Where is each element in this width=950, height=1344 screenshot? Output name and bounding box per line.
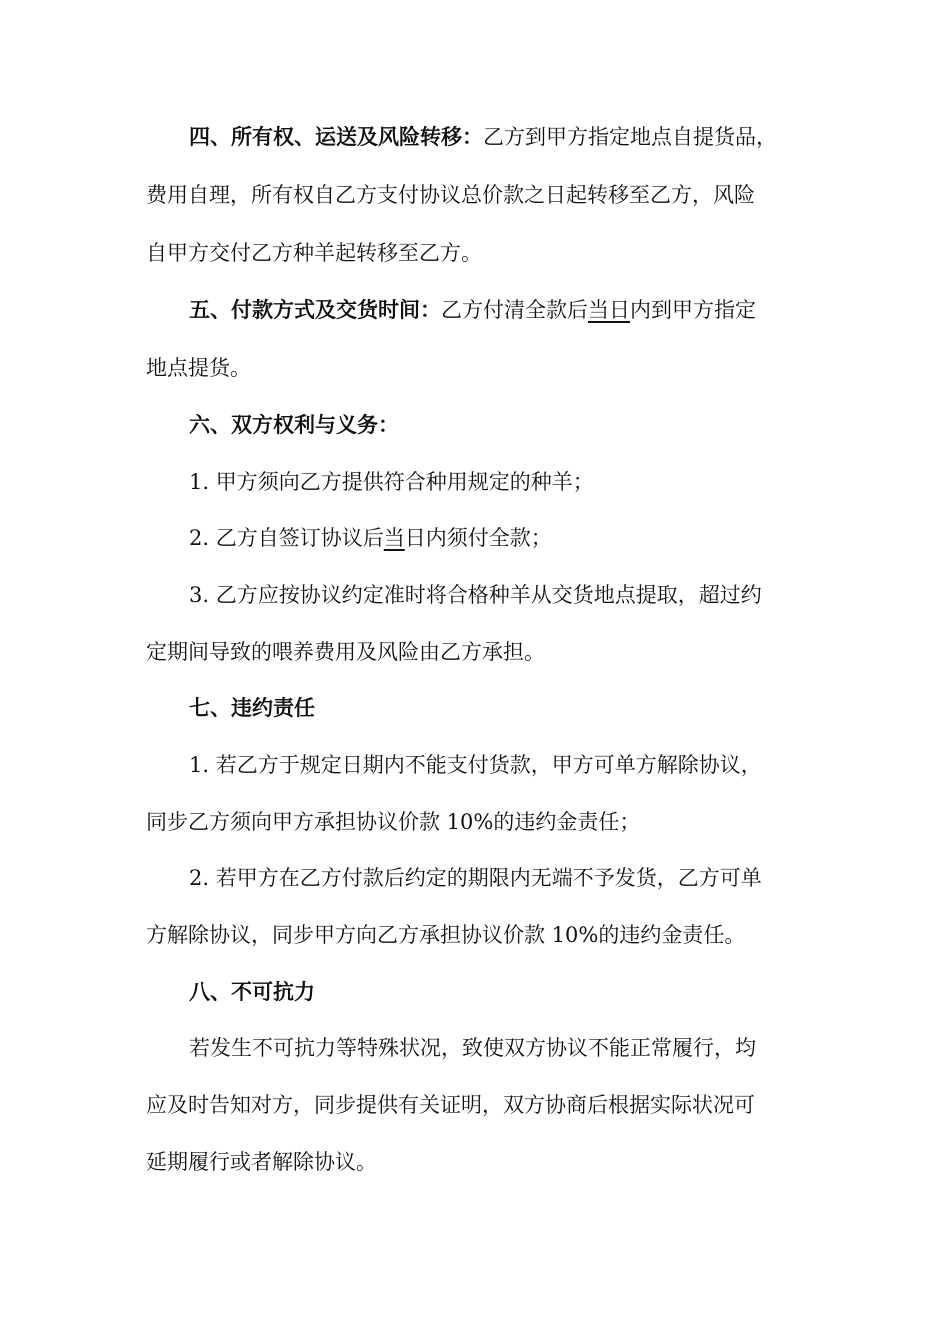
section-6-item-2-text-a: 2. 乙方自签订协议后 xyxy=(189,526,384,550)
section-4-text: 乙方到甲方指定地点自提货品， xyxy=(483,125,777,149)
section-6-heading: 六、双方权利与义务： xyxy=(189,412,399,437)
section-7-item-1-line-1: 1. 若乙方于规定日期内不能支付货款，甲方可单方解除协议， xyxy=(189,753,762,777)
section-4-line-2: 费用自理，所有权自乙方支付协议总价款之日起转移至乙方，风险 xyxy=(146,183,755,207)
section-6-item-2 xyxy=(189,518,829,558)
section-4-heading: 四、所有权、运送及风险转移： xyxy=(189,124,483,149)
section-8-line-1: 若发生不可抗力等特殊状况，致使双方协议不能正常履行，均 xyxy=(189,1036,756,1060)
section-5-underlined-text: 当日 xyxy=(588,298,630,322)
section-7-item-1-line-2: 同步乙方须向甲方承担协议价款 10%的违约金责任； xyxy=(146,810,641,834)
section-6-item-2-text-b: 日内须付全款； xyxy=(404,526,552,550)
section-6-item-1: 1. 甲方须向乙方提供符合种用规定的种羊； xyxy=(189,470,594,494)
section-4-first-line xyxy=(189,117,829,157)
section-6-item-3-line-2: 定期间导致的喂养费用及风险由乙方承担。 xyxy=(146,640,545,664)
section-5-text-b: 内到甲方指定 xyxy=(630,298,756,322)
section-5-first-line xyxy=(189,290,829,330)
section-5-text-a: 乙方付清全款后 xyxy=(441,298,588,322)
section-6-item-2-underlined-text: 当 xyxy=(383,526,405,550)
section-8-line-2: 应及时告知对方，同步提供有关证明，双方协商后根据实际状况可 xyxy=(146,1093,755,1117)
section-7-heading: 七、违约责任 xyxy=(189,695,315,720)
section-8-line-3: 延期履行或者解除协议。 xyxy=(146,1150,377,1174)
section-5-line-2: 地点提货。 xyxy=(146,356,251,380)
section-5-heading: 五、付款方式及交货时间： xyxy=(189,297,441,322)
section-4-line-3: 自甲方交付乙方种羊起转移至乙方。 xyxy=(146,241,482,265)
section-8-heading: 八、不可抗力 xyxy=(189,979,315,1004)
section-7-item-2-line-1: 2. 若甲方在乙方付款后约定的期限内无端不予发货，乙方可单 xyxy=(189,866,762,890)
section-7-item-2-line-2: 方解除协议，同步甲方向乙方承担协议价款 10%的违约金责任。 xyxy=(146,923,746,947)
section-6-item-3-line-1: 3. 乙方应按协议约定准时将合格种羊从交货地点提取，超过约 xyxy=(189,583,762,607)
